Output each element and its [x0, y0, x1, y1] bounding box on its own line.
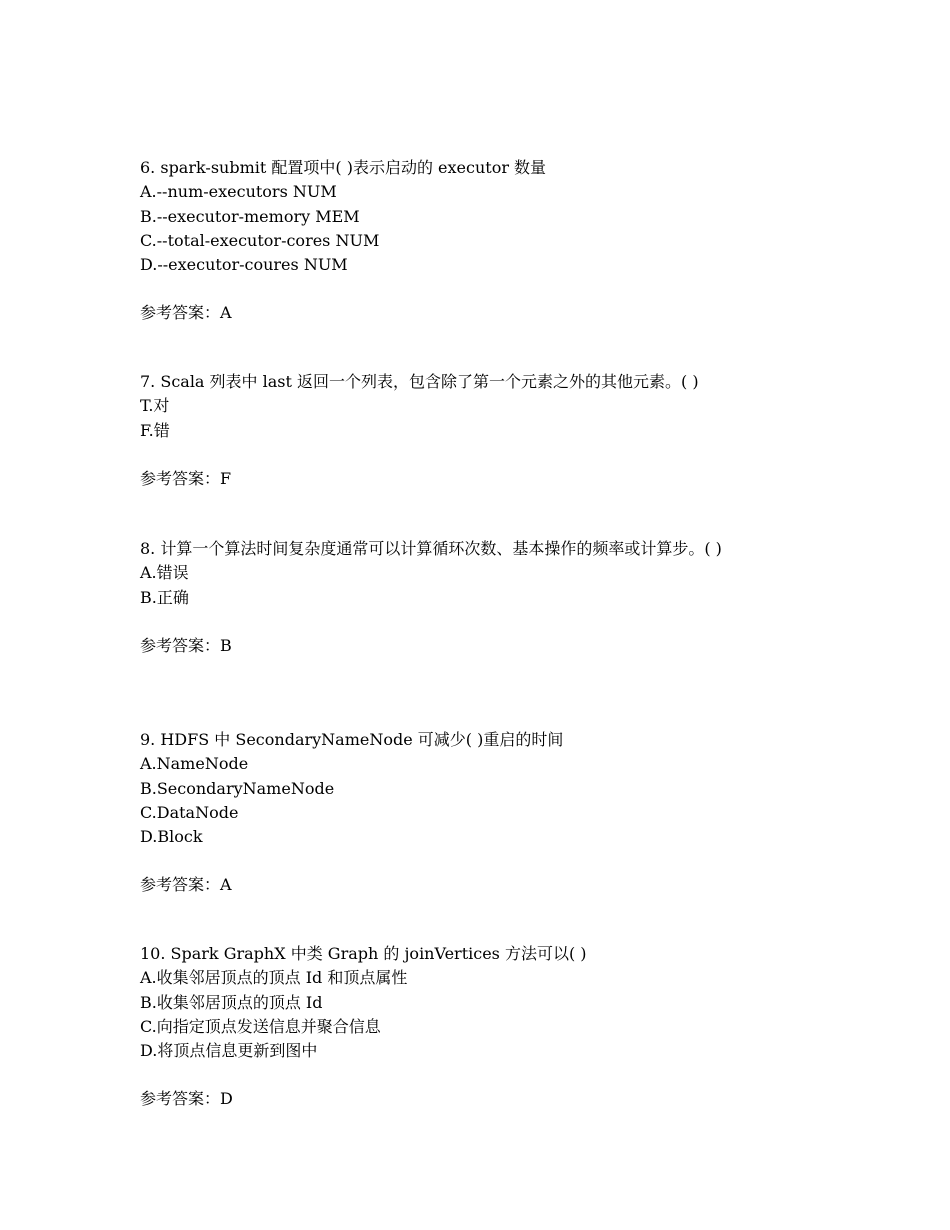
- option-c: C.--total-executor-cores NUM: [140, 230, 380, 250]
- option-d: D.将顶点信息更新到图中: [140, 1041, 318, 1061]
- question-9: [140, 728, 820, 898]
- option-a: A.收集邻居顶点的顶点 Id 和顶点属性: [140, 968, 408, 988]
- answer-line: 参考答案：B: [140, 635, 232, 655]
- question-6: [140, 156, 820, 326]
- question-10: [140, 942, 820, 1112]
- option-f: F.错: [140, 420, 170, 440]
- answer-line: 参考答案：F: [140, 468, 232, 488]
- option-d: D.Block: [140, 827, 203, 847]
- question-stem: 7. Scala 列表中 last 返回一个列表，包含除了第一个元素之外的其他元素。( ): [140, 372, 699, 391]
- option-a: A.--num-executors NUM: [140, 182, 337, 202]
- option-a: A.错误: [140, 563, 189, 583]
- answer-line: 参考答案：A: [140, 875, 232, 895]
- option-b: B.收集邻居顶点的顶点 Id: [140, 992, 323, 1012]
- option-t: T.对: [140, 396, 170, 416]
- option-a: A.NameNode: [140, 754, 249, 774]
- option-b: B.SecondaryNameNode: [140, 778, 335, 798]
- option-c: C.向指定顶点发送信息并聚合信息: [140, 1016, 381, 1036]
- option-c: C.DataNode: [140, 802, 239, 822]
- answer-line: 参考答案：D: [140, 1089, 233, 1109]
- question-stem: 8. 计算一个算法时间复杂度通常可以计算循环次数、基本操作的频率或计算步。( ): [140, 539, 722, 558]
- option-d: D.--executor-coures NUM: [140, 255, 348, 275]
- answer-line: 参考答案：A: [140, 303, 232, 323]
- question-stem: 10. Spark GraphX 中类 Graph 的 joinVertices 方法可以( ): [140, 944, 587, 963]
- option-b: B.--executor-memory MEM: [140, 206, 360, 226]
- question-7: [140, 370, 820, 491]
- question-stem: 9. HDFS 中 SecondaryNameNode 可减少( )重启的时间: [140, 730, 564, 749]
- question-stem: 6. spark-submit 配置项中( )表示启动的 executor 数量: [140, 158, 547, 177]
- question-8: [140, 537, 820, 658]
- option-b: B.正确: [140, 587, 189, 607]
